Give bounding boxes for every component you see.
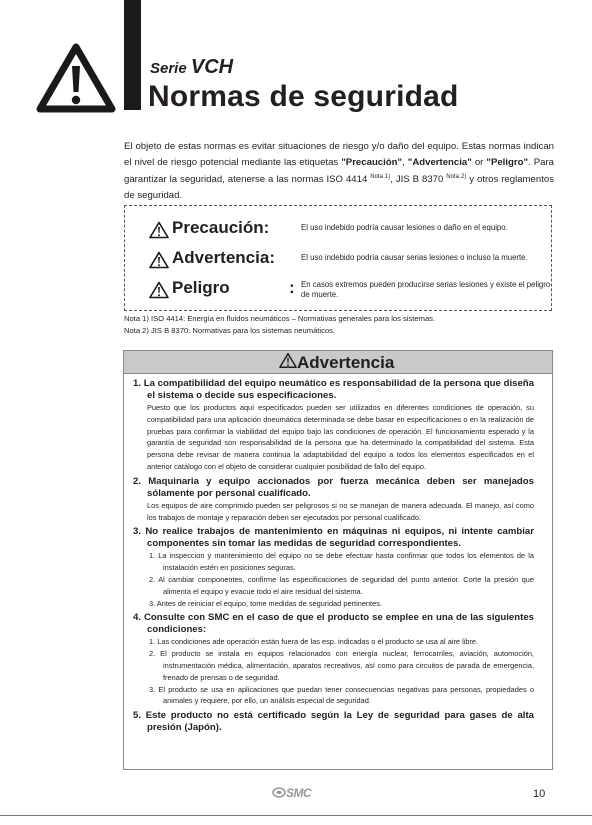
warning-item-title: 1. La compatibilidad del equipo neumático es responsabilidad de la persona que diseña el sistema o decide sus especificaciones. <box>133 378 534 401</box>
warning-item-5 <box>133 710 534 734</box>
warning-header-content <box>279 352 394 373</box>
footnote-1: Nota 1) ISO 4414: Energía en fluidos neumáticos – Normativas generales para los sistemas. <box>124 314 436 323</box>
warning-subitem: 2. El producto se instala en equipos relacionados con energía nuclear, ferrocarriles, aviación, automoción, instrumentación médica, alimentación, aparatos recreativos, así como para circuitos de parada de emergencia, frenado de prensas o de seguridad. <box>149 649 534 682</box>
series-prefix: Serie <box>150 60 191 77</box>
warning-item-title: 5. Este producto no está certificado según la Ley de seguridad para gases de alta presión (Japón). <box>133 710 534 734</box>
warning-item-title: 3. No realice trabajos de mantenimiento en máquinas ni equipos, ni intente cambiar componentes sin tomar las medidas de seguridad correspondientes. <box>133 526 534 550</box>
warning-subitem: 2. Al cambiar componentes, confirme las especificaciones de seguridad del punto anterior. Corte la presión que alimenta el equipo y evacue todo el aire residual del sistema. <box>149 574 534 596</box>
intro-text: El objeto de estas normas es evitar situaciones de riesgo y/o daño del equipo. Estas normas indican el nivel de riesgo potencial mediante las etiquetas <box>124 141 554 168</box>
warning-section-header <box>124 351 552 374</box>
warning-item-1 <box>133 378 534 473</box>
intro-text: or <box>471 156 487 168</box>
warning-item-4 <box>133 612 534 707</box>
page-number: 10 <box>533 788 546 800</box>
warning-item-2 <box>133 476 534 524</box>
intro-paragraph <box>124 139 554 203</box>
intro-text: , JIS B 8370 <box>390 174 447 186</box>
series-name: VCH <box>190 56 234 78</box>
warning-triangle-icon <box>279 352 297 369</box>
header-black-bar <box>124 0 141 110</box>
warning-triangle-icon <box>149 251 169 269</box>
footnote-2: Nota 2) JIS B 8370: Normativas para los sistemas neumáticos. <box>124 326 336 335</box>
warning-section <box>123 350 553 770</box>
warning-heading: Advertencia <box>297 353 395 372</box>
hazard-legend-box <box>124 205 552 311</box>
intro-footnote-ref: Nota 1) <box>370 174 391 180</box>
intro-term-advertencia: "Advertencia" <box>407 156 472 168</box>
warning-triangle-icon <box>149 281 169 299</box>
legend-description: En casos extremos pueden producirse serias lesiones y existe el peligro de muerte. <box>301 280 551 299</box>
intro-text: y otros reglamentos de seguridad. <box>124 174 555 201</box>
footer-rule <box>0 815 592 816</box>
intro-term-peligro: "Peligro" <box>486 156 529 168</box>
smc-logo-text: SMC <box>286 786 312 800</box>
warning-item-title: 4. Consulte con SMC en el caso de que el producto se emplee en una de las siguientes condiciones: <box>133 612 534 636</box>
legend-term: Advertencia: <box>172 248 275 267</box>
warning-item-title: 2. Maquinaria y equipo accionados por fuerza mecánica deben ser manejados sólamente por personal cualificado. <box>133 475 534 499</box>
intro-term-precaucion: "Precaución" <box>341 156 403 168</box>
page-title: Normas de seguridad <box>148 80 459 113</box>
warning-item-3 <box>133 526 534 609</box>
smc-logo <box>272 786 311 800</box>
legend-description: El uso indebido podría causar serias lesiones o incluso la muerte. <box>301 253 528 262</box>
warning-item-body: Los equipos de aire comprimido pueden ser peligrosos si no se manejan de manera adecuada. El manejo, así como los trabajos de montaje y reparación deben ser ejecutados por personal cualificado. <box>147 500 534 522</box>
smc-logo-icon <box>272 787 286 798</box>
series-label <box>150 56 233 79</box>
intro-text: , <box>402 156 408 168</box>
intro-text: . Para garantizar la seguridad, atenerse a las normas ISO 4414 <box>124 156 554 186</box>
warning-subitem: 1. La inspeccion y mantenimiento del equipo no se debe efectuar hasta confirmar que todos los elementos de la instalación estén en posiciones seguras. <box>149 551 534 573</box>
legend-term: Precaución: <box>172 218 270 237</box>
warning-items-list <box>133 378 534 737</box>
legend-term: Peligro <box>172 278 230 297</box>
warning-subitem: 1. Las condiciones ade operación están fuera de las esp. indicadas o el producto se usa al aire libre. <box>149 637 479 647</box>
warning-subitem: 3. Antes de reiniciar el equipo, tome medidas de seguridad pertinentes. <box>149 598 382 608</box>
warning-item-body: Puesto que los productos aquí especificados pueden ser utilizados en diferentes condiciones de operación, su compatibilidad para una aplicación dneumática determinada se debe basar en especificaciones o en la realización de pruebas para confirmar la viabilidad del equipo bajo las condiciones de operación. El funcionamiento esperado y la garantía de seguridad son responsabilidad de la persona que ha determinado la compatibilidad del sistema. Esta persona debe revisar de manera continua la adaptabilidad del equipo a todos los elementos especificados en el anterior catálogo con el objeto de considerar cualquier posibilidad de fallo del equipo. <box>147 403 534 471</box>
legend-colon: : <box>289 278 295 297</box>
warning-triangle-icon <box>36 42 116 114</box>
legend-description: El uso indebido podría causar lesiones o daño en el equipo. <box>301 223 508 232</box>
warning-subitem: 3. El producto se usa en aplicaciones que puedan tener consecuencias negativas para personas, propiedades o animales y requiere, por ello, un análisis especial de seguridad. <box>149 684 534 706</box>
intro-footnote-ref: Nota 2) <box>446 174 467 180</box>
warning-triangle-icon <box>149 221 169 239</box>
